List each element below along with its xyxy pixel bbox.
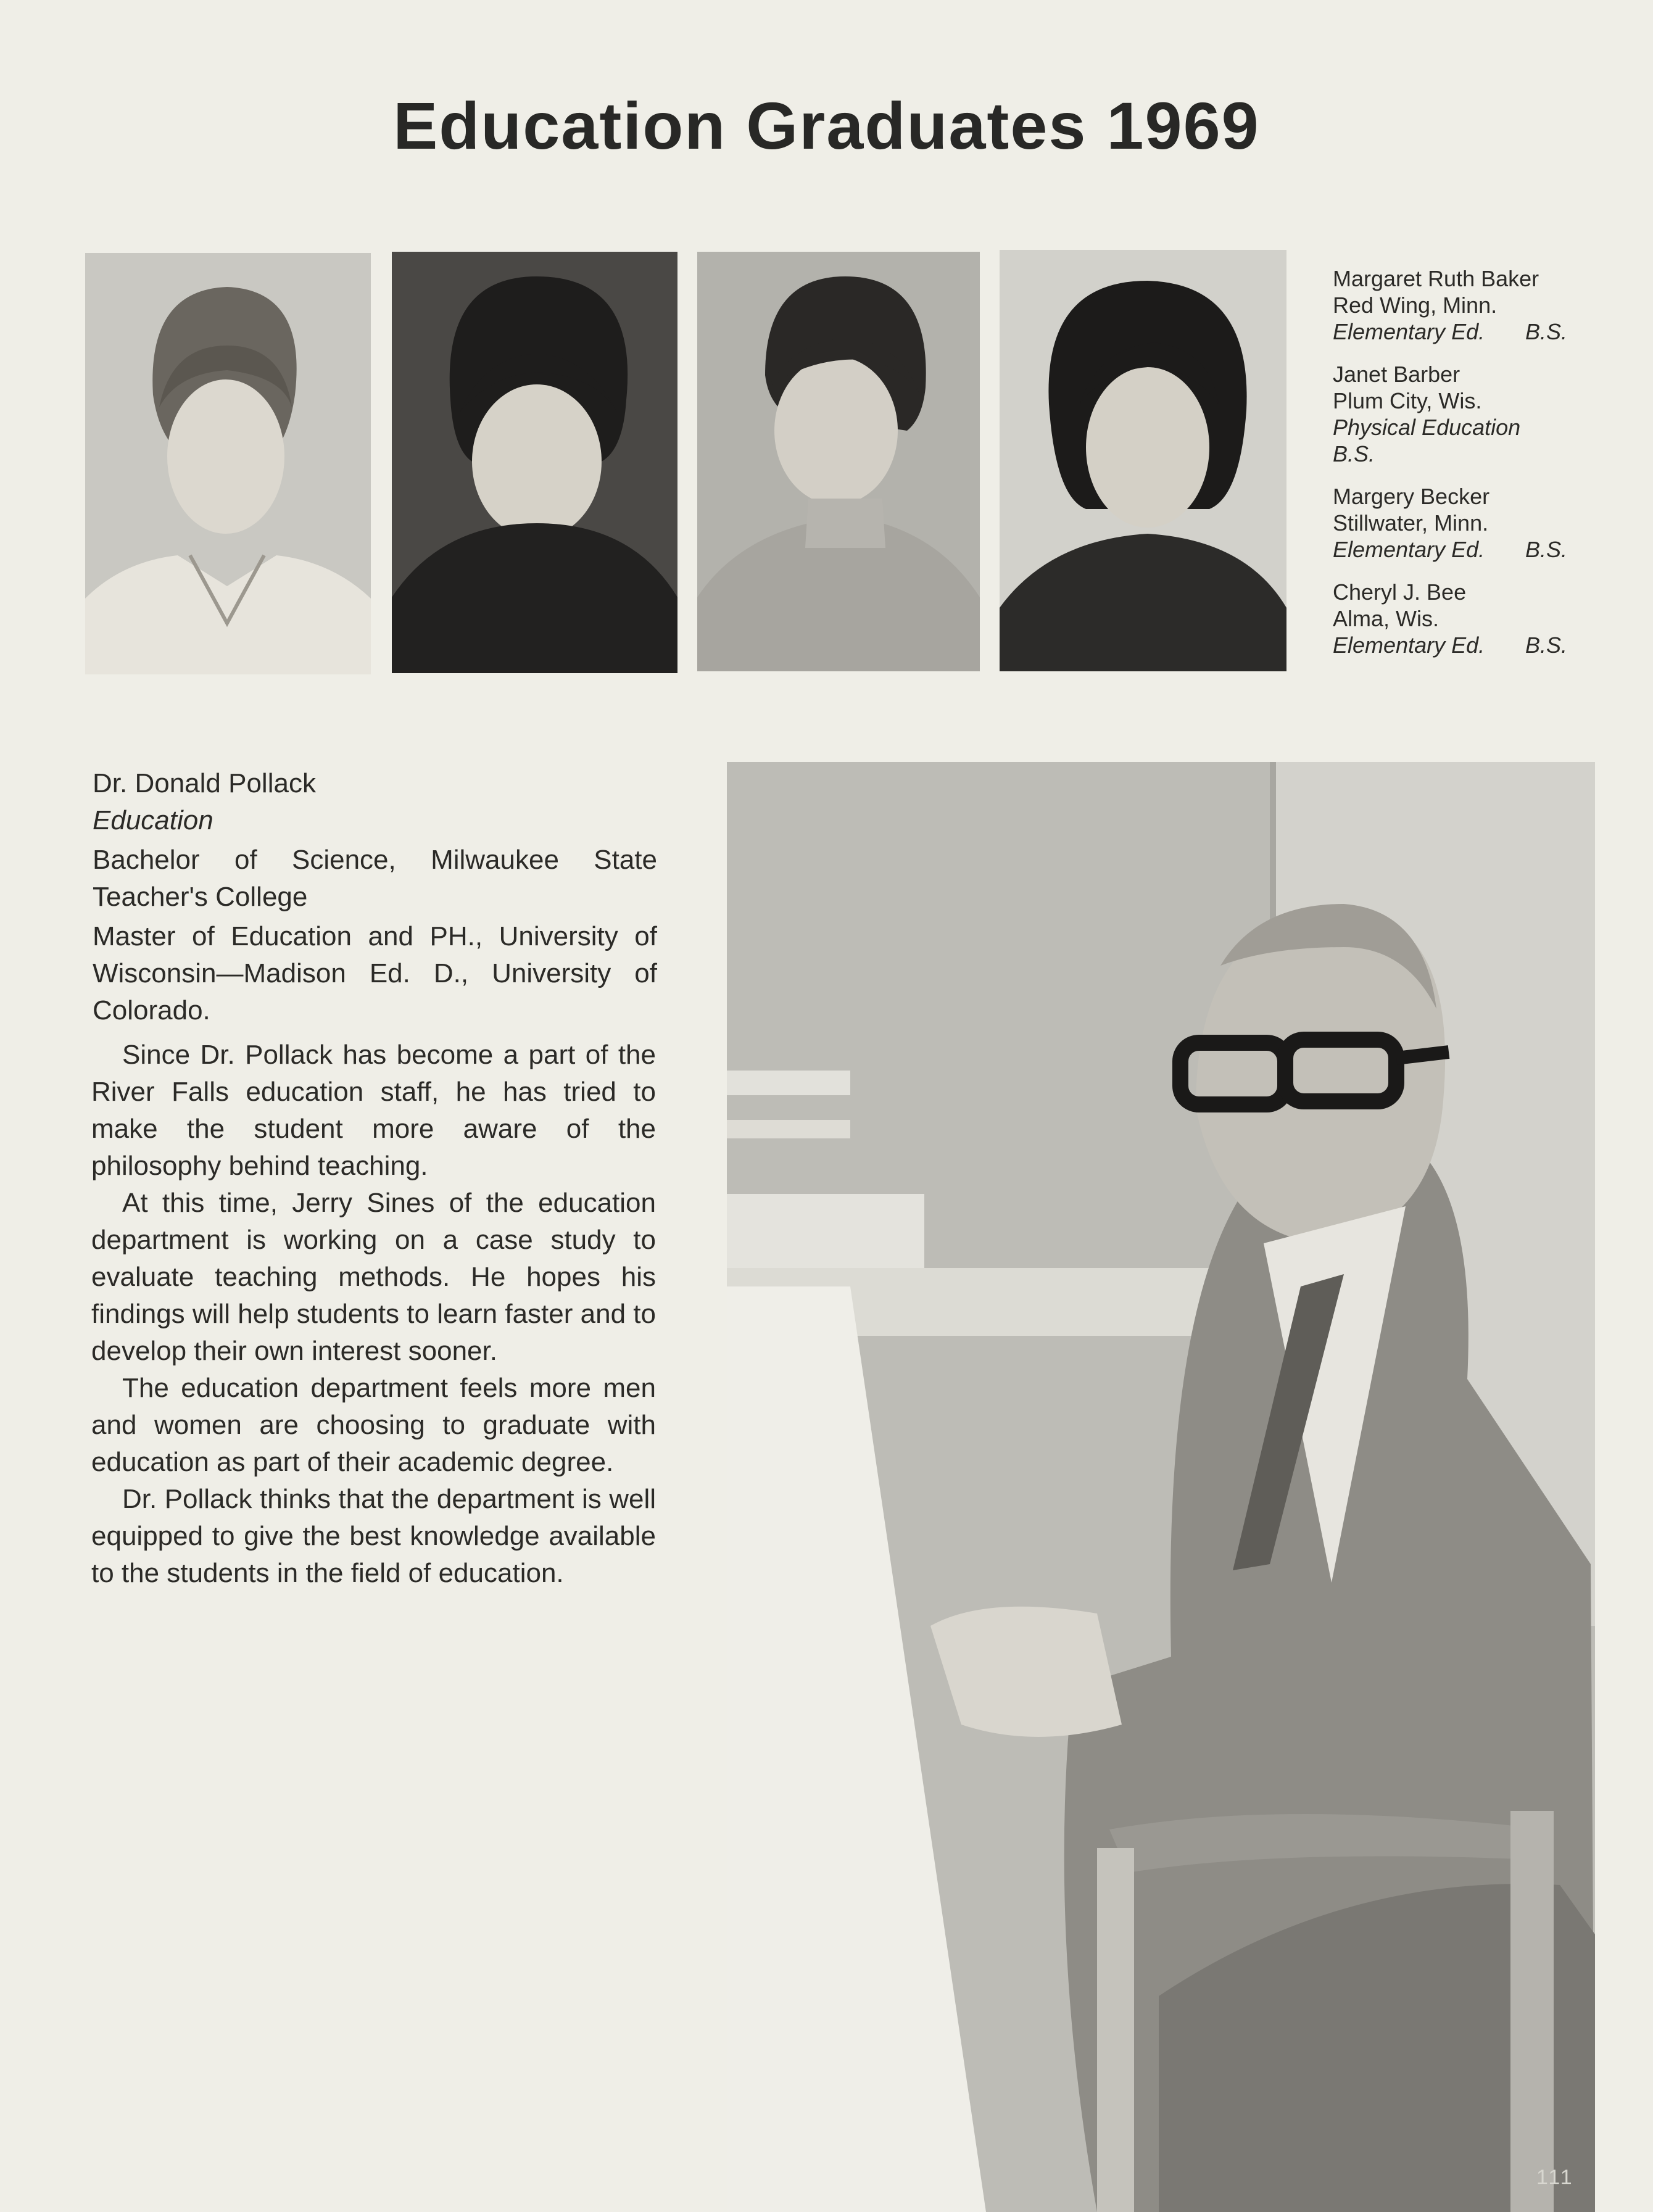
page-number: 111 (1536, 2166, 1574, 2189)
faculty-credential: Bachelor of Science, Milwaukee State Teacher's College (93, 845, 657, 912)
graduate-major: Physical Education (1333, 415, 1521, 440)
faculty-photo (727, 762, 1595, 2212)
portrait-photo-baker (85, 253, 371, 674)
portrait-photo-barber (392, 252, 677, 673)
article-paragraph: The education department feels more men and women are choosing to graduate with education as part of their academic degree. (91, 1373, 656, 1477)
portrait-photo-bee (1000, 250, 1286, 671)
graduate-entry (1333, 361, 1641, 467)
graduate-degree-line (1333, 632, 1567, 658)
page-title: Education Graduates 1969 (393, 88, 1260, 163)
graduate-name: Janet Barber (1333, 362, 1460, 387)
faculty-bio (93, 765, 657, 1029)
article-body (91, 1037, 656, 1592)
graduate-captions (1333, 265, 1641, 674)
graduate-degree: B.S. (1525, 632, 1567, 658)
graduate-degree: B.S. (1525, 319, 1567, 344)
article-paragraph: Since Dr. Pollack has become a part of the River Falls education staff, he has tried to make the student more aware of the philosophy behind teaching. (91, 1040, 656, 1181)
faculty-credential: Master of Education and PH., University of Wisconsin—Madison Ed. D., University of Colorado. (93, 921, 657, 1025)
graduate-name: Margaret Ruth Baker (1333, 266, 1539, 291)
graduate-degree-line (1333, 318, 1567, 345)
graduate-degree: B.S. (1333, 441, 1375, 466)
graduate-hometown: Alma, Wis. (1333, 606, 1440, 631)
graduate-entry (1333, 265, 1641, 345)
graduate-hometown: Plum City, Wis. (1333, 388, 1482, 413)
graduate-entry (1333, 483, 1641, 563)
graduate-major: Elementary Ed. (1333, 537, 1485, 562)
graduate-degree: B.S. (1525, 537, 1567, 562)
faculty-name: Dr. Donald Pollack (93, 768, 316, 798)
graduate-degree-line (1333, 536, 1567, 563)
graduate-name: Cheryl J. Bee (1333, 579, 1467, 605)
article-paragraph: At this time, Jerry Sines of the education department is working on a case study to evaluate teaching methods. He hopes his findings will help students to learn faster and to develop their own interest sooner. (91, 1188, 656, 1366)
graduate-entry (1333, 579, 1641, 658)
graduate-name: Margery Becker (1333, 484, 1490, 509)
article-paragraph: Dr. Pollack thinks that the department is well equipped to give the best knowledge available to the students in the field of education. (91, 1484, 656, 1588)
graduate-hometown: Stillwater, Minn. (1333, 510, 1489, 536)
faculty-department: Education (93, 805, 213, 835)
graduate-hometown: Red Wing, Minn. (1333, 292, 1498, 318)
graduate-major: Elementary Ed. (1333, 632, 1485, 658)
portrait-photo-becker (697, 252, 980, 671)
graduate-major: Elementary Ed. (1333, 319, 1485, 344)
